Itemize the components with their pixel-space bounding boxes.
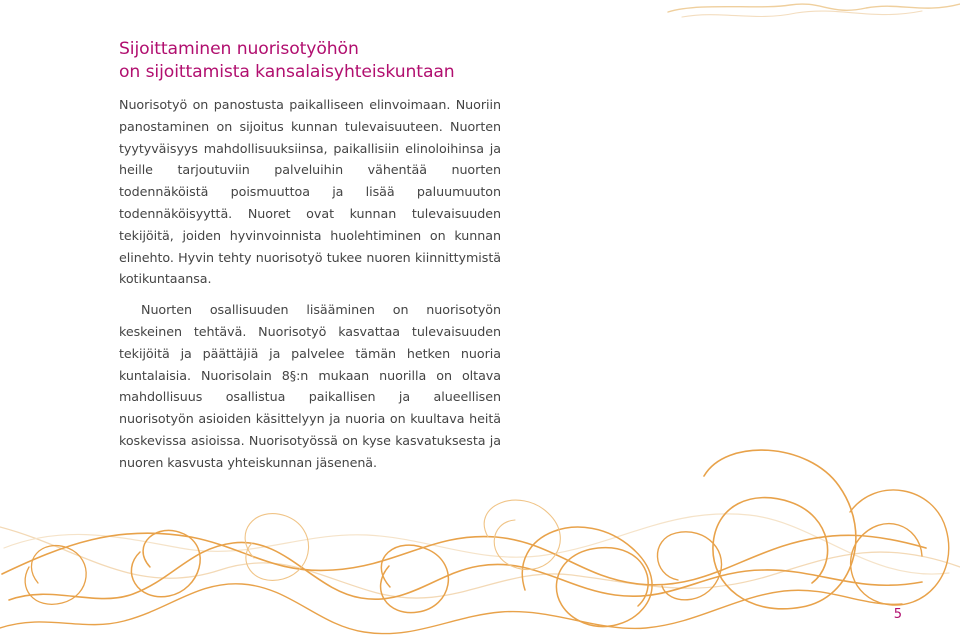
light-wave-bottom-line-2: [4, 514, 949, 574]
light-orange-loop-left: [245, 514, 308, 581]
top-right-swirl-line-2: [682, 11, 922, 17]
article-column: [119, 38, 501, 474]
page-number: 5: [893, 607, 902, 622]
body-paragraph-1: Nuorisotyö on panostusta paikalliseen elinvoimaan. Nuoriin panostaminen on sijoitus kunnan tulevaisuuteen. Nuorten tyytyväisyys mahdollisuuksiinsa, paikallisiin elinoloihinsa ja heille tarjoutuviin palveluihin vähentää nuorten todennäköistä poismuuttoa ja lisää paluumuuton todennäköisyyttä. Nuoret ovat kunnan tulevaisuuden tekijöitä, joiden hyvinvoinnista huolehtiminen on kunnan elinehto. Hyvin tehty nuorisotyö tukee nuoren kiinnittymistä kotikuntaansa.: [119, 97, 501, 287]
orange-loop-right-small: [657, 532, 721, 600]
article-heading-line-2: on sijoittamista kansalaisyhteiskuntaan: [119, 62, 455, 82]
article-heading: [119, 38, 501, 84]
orange-loop-right-large: [704, 450, 856, 609]
body-paragraph-2: Nuorten osallisuuden lisääminen on nuorisotyön keskeinen tehtävä. Nuorisotyö kasvattaa tulevaisuuden tekijöitä ja päättäjiä ja palvelee tämän hetken nuoria kuntalaisia. Nuorisolain 8§:n mukaan nuorilla on oltava mahdollisuus osallistua paikallisen ja alueellisen nuorisotyön asioiden käsittelyyn ja nuoria on kuultava heitä koskevissa asioissa. Nuorisotyössä on kyse kasvatuksesta ja nuoren kasvusta yhteiskunnan jäsenenä.: [119, 302, 501, 470]
orange-wave-bottom-line-3: [0, 584, 902, 634]
orange-loop-left: [131, 530, 200, 596]
light-orange-loop-center: [484, 500, 560, 569]
orange-loop-center-left: [381, 545, 449, 612]
orange-loop-right-edge: [850, 490, 949, 605]
article-heading-line-1: Sijoittaminen nuorisotyöhön: [119, 39, 359, 59]
